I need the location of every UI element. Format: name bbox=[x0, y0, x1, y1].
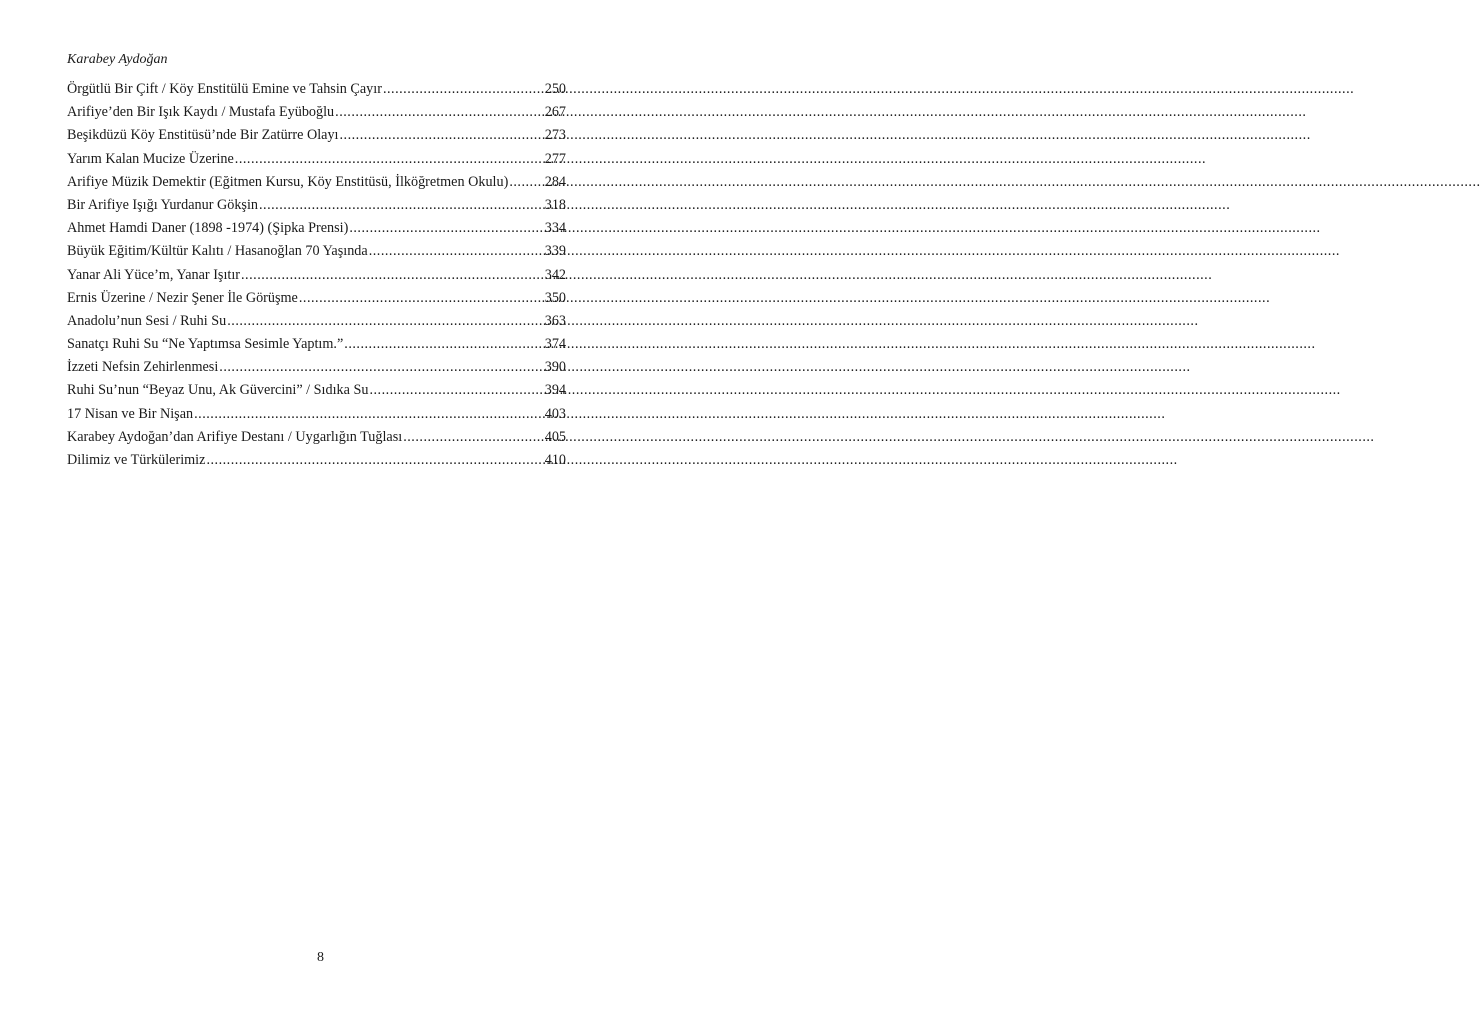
dot-leader bbox=[194, 403, 544, 426]
toc-entry-page: 318 bbox=[544, 196, 566, 213]
toc-entry bbox=[67, 124, 566, 147]
toc-entry-page: 339 bbox=[544, 243, 566, 260]
toc-entry-title: Anadolu’nun Sesi / Ruhi Su bbox=[67, 312, 227, 329]
toc-entry-page: 342 bbox=[544, 266, 566, 283]
toc-entry-title: Beşikdüzü Köy Enstitüsü’nde Bir Zatürre Olayı bbox=[67, 127, 339, 144]
dot-leader bbox=[403, 426, 544, 449]
running-head-author: Karabey Aydoğan bbox=[67, 52, 168, 67]
toc-entry-title: Örgütlü Bir Çift / Köy Enstitülü Emine ve Tahsin Çayır bbox=[67, 81, 382, 97]
dot-leader bbox=[335, 101, 544, 124]
toc-entry-title: İzzeti Nefsin Zehirlenmesi bbox=[67, 359, 219, 376]
toc-entry-title: Arifiye Müzik Demektir (Eğitmen Kursu, Köy Enstitüsü, İlköğretmen Okulu) bbox=[67, 173, 509, 190]
toc-entry bbox=[67, 240, 566, 263]
dot-leader bbox=[259, 194, 544, 217]
toc-entry-page: 394 bbox=[544, 382, 566, 399]
toc-entry-title: Ruhi Su’nun “Beyaz Unu, Ak Güvercini” / Sıdıka Su bbox=[67, 382, 369, 399]
toc-entry-page: 350 bbox=[544, 289, 566, 306]
dot-leader bbox=[344, 333, 543, 356]
dot-leader bbox=[206, 449, 543, 472]
dot-leader bbox=[219, 356, 543, 379]
toc-entry-page: 363 bbox=[544, 312, 566, 329]
dot-leader bbox=[235, 148, 544, 171]
toc-entry-page: 390 bbox=[544, 359, 566, 376]
toc-entry-page: 267 bbox=[544, 104, 566, 121]
dot-leader bbox=[509, 171, 543, 194]
toc-entry bbox=[67, 356, 566, 379]
toc-entry-page: 374 bbox=[544, 336, 566, 353]
dot-leader bbox=[339, 124, 543, 147]
page-number: 8 bbox=[317, 950, 324, 965]
toc-entry bbox=[67, 78, 566, 101]
dot-leader bbox=[299, 287, 544, 310]
toc-entry-page: 273 bbox=[544, 127, 566, 144]
toc-entry bbox=[67, 171, 566, 194]
toc-entry bbox=[67, 449, 566, 472]
toc-entry-title: Dilimiz ve Türkülerimiz bbox=[67, 452, 206, 468]
toc-entry bbox=[67, 264, 566, 287]
toc-entry-title: 17 Nisan ve Bir Nişan bbox=[67, 405, 194, 422]
toc-entry-page: 250 bbox=[544, 81, 566, 97]
toc-entry bbox=[67, 310, 566, 333]
toc-entry bbox=[67, 217, 566, 240]
dot-leader bbox=[369, 379, 543, 402]
toc-entry-title: Ahmet Hamdi Daner (1898 -1974) (Şipka Prensi) bbox=[67, 220, 349, 237]
toc-entry bbox=[67, 403, 566, 426]
dot-leader bbox=[369, 240, 544, 263]
toc-entry-title: Ernis Üzerine / Nezir Şener İle Görüşme bbox=[67, 289, 298, 306]
toc-entry-title: Yanar Ali Yüce’m, Yanar Işıtır bbox=[67, 266, 240, 283]
toc-entry-title: Sanatçı Ruhi Su “Ne Yaptımsa Sesimle Yaptım.” bbox=[67, 336, 344, 353]
toc-entry-page: 277 bbox=[544, 150, 566, 167]
toc-entry-page: 334 bbox=[544, 220, 566, 237]
toc-entry-title: Karabey Aydoğan’dan Arifiye Destanı / Uygarlığın Tuğlası bbox=[67, 428, 403, 445]
toc-entry bbox=[67, 333, 566, 356]
toc-entry bbox=[67, 379, 566, 402]
toc-entry bbox=[67, 194, 566, 217]
toc-entry bbox=[67, 148, 566, 171]
dot-leader bbox=[349, 217, 543, 240]
toc-entry-page: 410 bbox=[544, 452, 566, 468]
toc-entry-page: 284 bbox=[544, 173, 566, 190]
toc-entry-page: 405 bbox=[544, 428, 566, 445]
toc-entry-title: Arifiye’den Bir Işık Kaydı / Mustafa Eyüboğlu bbox=[67, 104, 335, 121]
table-of-contents bbox=[67, 78, 566, 472]
toc-entry bbox=[67, 287, 566, 310]
toc-entry-title: Büyük Eğitim/Kültür Kalıtı / Hasanoğlan 70 Yaşında bbox=[67, 243, 368, 260]
toc-entry bbox=[67, 101, 566, 124]
toc-entry-page: 403 bbox=[544, 405, 566, 422]
dot-leader bbox=[241, 264, 544, 287]
dot-leader bbox=[227, 310, 543, 333]
toc-entry-title: Bir Arifiye Işığı Yurdanur Gökşin bbox=[67, 196, 258, 213]
toc-entry-title: Yarım Kalan Mucize Üzerine bbox=[67, 150, 234, 167]
dot-leader bbox=[383, 78, 544, 101]
toc-entry bbox=[67, 426, 566, 449]
